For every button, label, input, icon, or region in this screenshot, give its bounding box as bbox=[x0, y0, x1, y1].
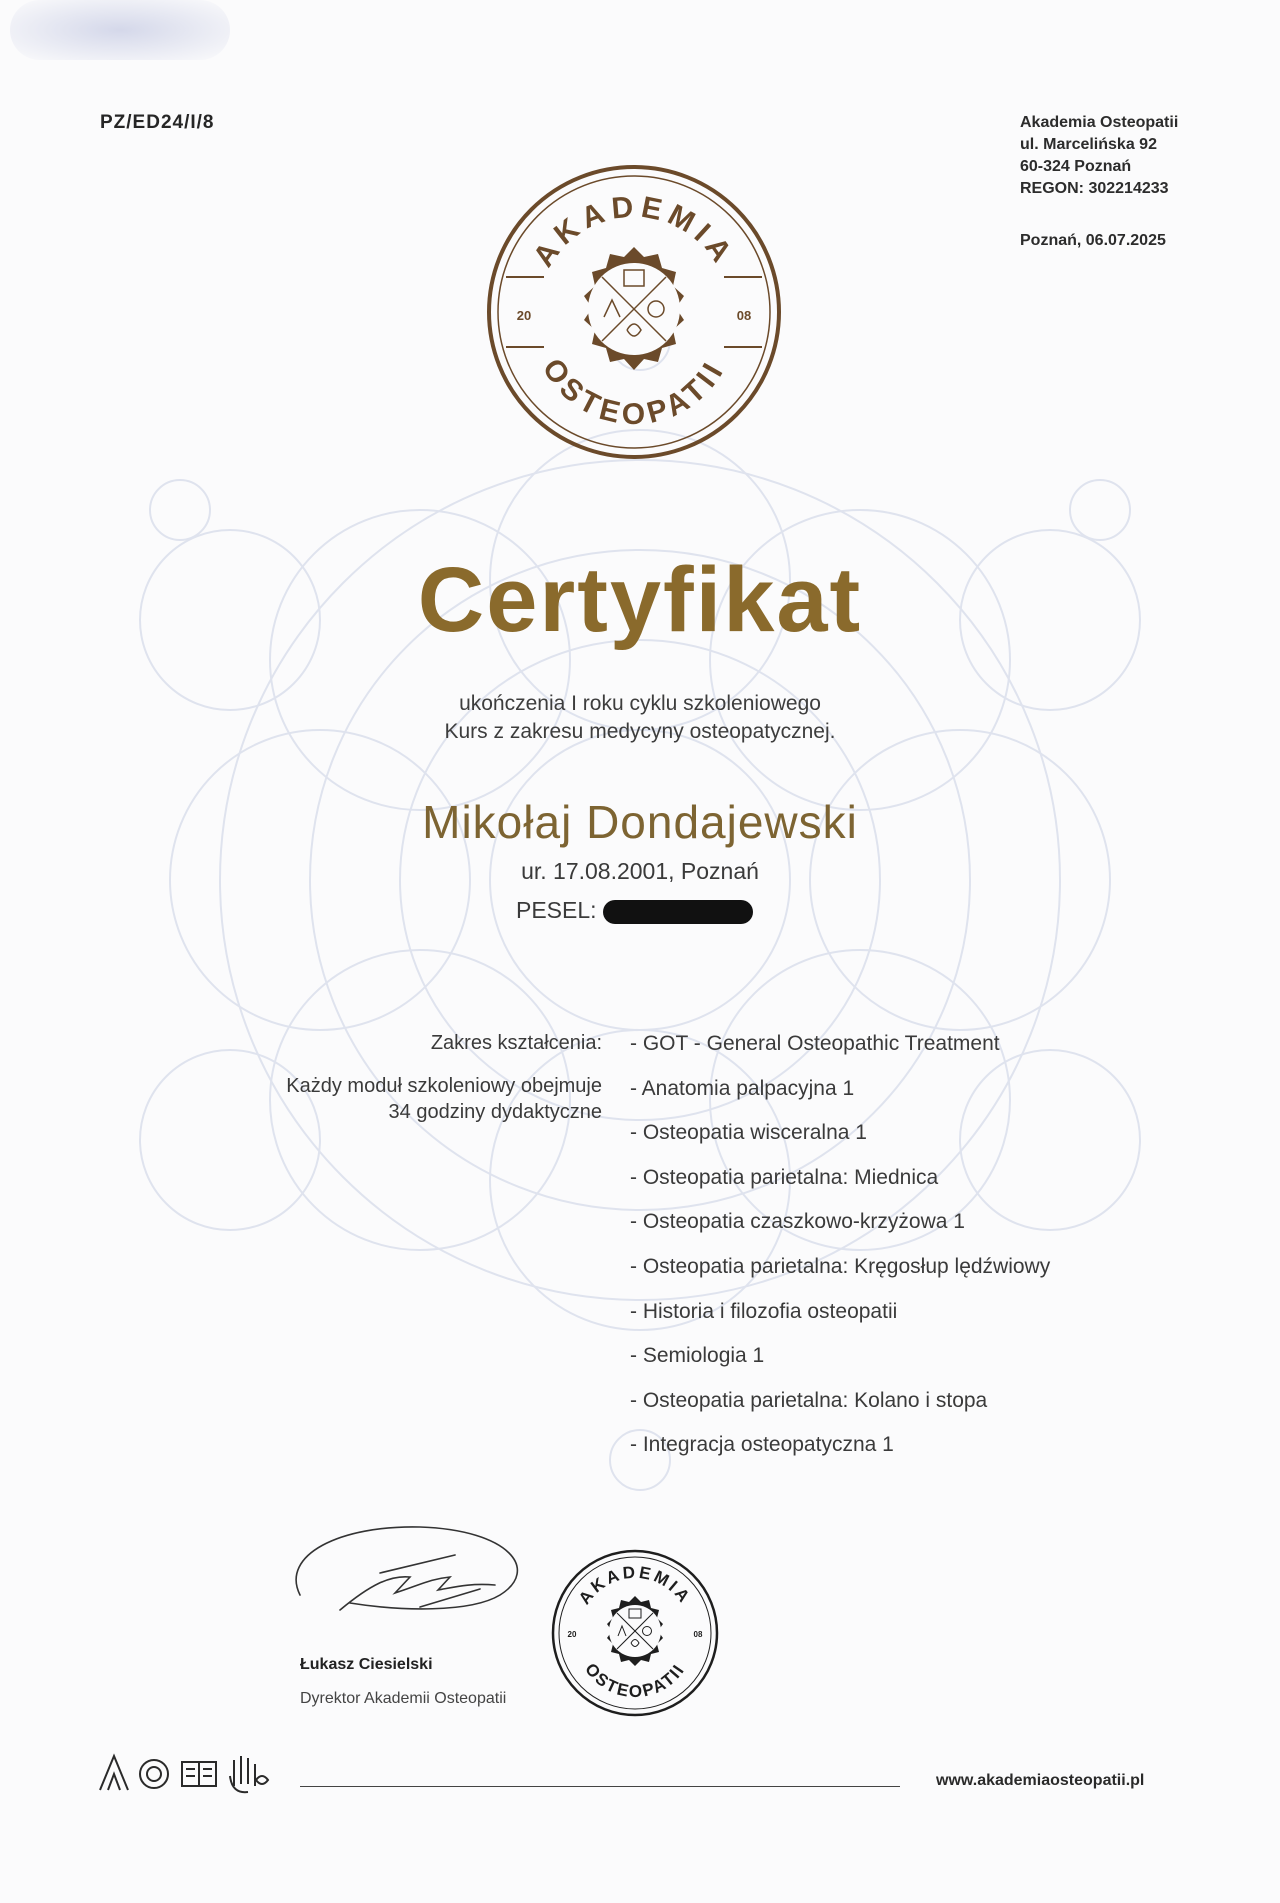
subtitle-line-1: ukończenia I roku cyklu szkoleniowego bbox=[459, 692, 821, 715]
footer-icons bbox=[96, 1750, 286, 1794]
certificate-title: Certyfikat bbox=[417, 549, 863, 651]
scope-label: Zakres kształcenia: bbox=[430, 1032, 602, 1054]
place-date: Poznań, 06.07.2025 bbox=[1020, 232, 1166, 249]
signer-role: Dyrektor Akademii Osteopatii bbox=[300, 1690, 507, 1707]
signer-name: Łukasz Ciesielski bbox=[300, 1656, 433, 1673]
book-icon bbox=[182, 1762, 216, 1786]
subtitle-line-2: Kurs z zakresu medycyny osteopatycznej. bbox=[444, 720, 836, 743]
module-item: - Osteopatia czaszkowo-krzyżowa 1 bbox=[630, 1210, 965, 1234]
module-item: - Osteopatia parietalna: Kolano i stopa bbox=[630, 1388, 988, 1412]
seal-year-right: 08 bbox=[736, 308, 752, 323]
footer-divider bbox=[300, 1786, 900, 1787]
module-item: - Integracja osteopatyczna 1 bbox=[630, 1433, 894, 1457]
recipient-birth: ur. 17.08.2001, Poznań bbox=[521, 858, 759, 884]
recipient-name: Mikołaj Dondajewski bbox=[422, 796, 858, 848]
seal-bottom-text: OSTEOPATII bbox=[535, 352, 732, 432]
recipient-pesel bbox=[516, 897, 753, 924]
hours-note-line-2: 34 godziny dydaktyczne bbox=[388, 1101, 602, 1123]
academy-seal-small bbox=[550, 1548, 720, 1718]
organization-regon: REGON: 302214233 bbox=[1020, 180, 1169, 197]
small-seal-top-text: AKADEMIA bbox=[574, 1562, 696, 1608]
target-icon bbox=[140, 1760, 168, 1788]
organization-name: Akademia Osteopatii bbox=[1020, 114, 1179, 131]
certificate-subtitle bbox=[0, 690, 1280, 746]
small-seal-year-right: 08 bbox=[693, 1630, 703, 1639]
website-url: www.akademiaosteopatii.pl bbox=[936, 1772, 1145, 1789]
hours-note bbox=[286, 1073, 602, 1125]
seal-year-left: 20 bbox=[516, 308, 532, 323]
hand-heart-icon bbox=[230, 1756, 268, 1792]
lambda-icon bbox=[100, 1756, 128, 1790]
module-item: - Historia i filozofia osteopatii bbox=[630, 1299, 898, 1323]
small-seal-year-left: 20 bbox=[567, 1630, 577, 1639]
module-item: - GOT - General Osteopathic Treatment bbox=[630, 1032, 1000, 1055]
module-item: - Osteopatia parietalna: Kręgosłup lędźwiowy bbox=[630, 1254, 1051, 1278]
pesel-redaction bbox=[603, 900, 753, 924]
seal-top-text: AKADEMIA bbox=[526, 190, 742, 273]
scan-smudge bbox=[10, 0, 230, 60]
module-item: - Semiologia 1 bbox=[630, 1344, 765, 1368]
small-seal-bottom-text: OSTEOPATII bbox=[581, 1659, 689, 1702]
academy-seal-logo bbox=[484, 162, 784, 472]
module-item: - Osteopatia parietalna: Miednica bbox=[630, 1165, 939, 1189]
hours-note-line-1: Każdy moduł szkoleniowy obejmuje bbox=[286, 1075, 602, 1097]
pesel-label: PESEL: bbox=[516, 897, 597, 923]
document-reference: PZ/ED24/I/8 bbox=[100, 112, 215, 133]
handwritten-signature bbox=[280, 1515, 540, 1635]
organization-city: 60-324 Poznań bbox=[1020, 158, 1132, 175]
module-item: - Anatomia palpacyjna 1 bbox=[630, 1076, 855, 1100]
module-item: - Osteopatia wisceralna 1 bbox=[630, 1121, 867, 1145]
organization-address bbox=[1020, 112, 1178, 200]
module-list bbox=[630, 1030, 1050, 1476]
organization-street: ul. Marcelińska 92 bbox=[1020, 136, 1157, 153]
